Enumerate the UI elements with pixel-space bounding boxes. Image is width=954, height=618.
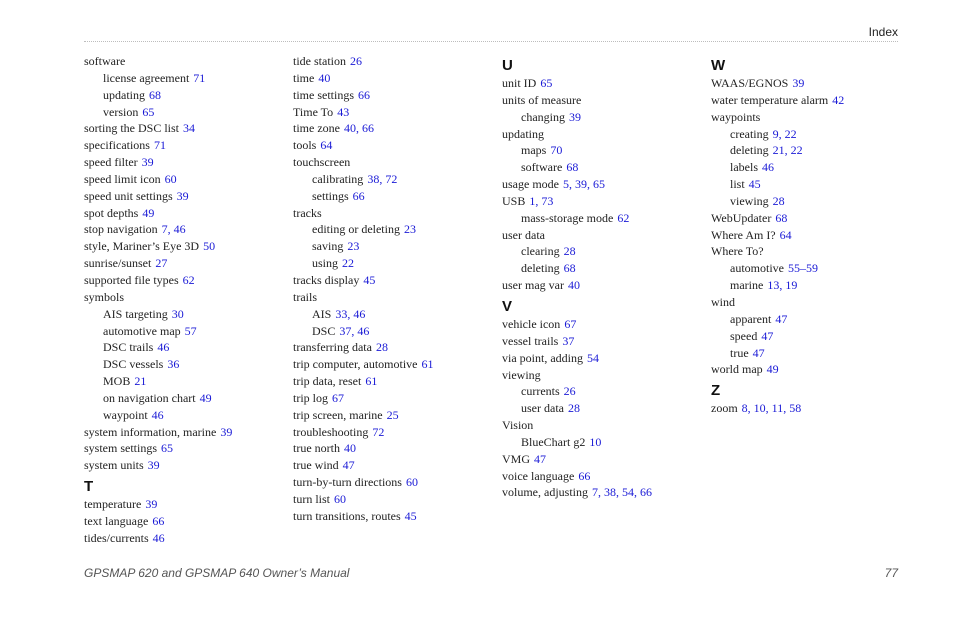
page-reference-link[interactable]: 27 xyxy=(155,256,168,271)
page-reference-link[interactable]: 68 xyxy=(563,261,576,276)
page-reference-link[interactable]: 49 xyxy=(766,362,779,377)
index-term: supported file types xyxy=(84,272,179,287)
index-subentry xyxy=(502,383,702,400)
page-reference-link[interactable]: 65 xyxy=(540,76,553,90)
page-reference-link[interactable]: 66 xyxy=(358,87,370,102)
page-reference-link[interactable]: 1, 73 xyxy=(529,193,554,208)
index-term: MOB xyxy=(103,374,131,389)
page-reference-link[interactable]: 64 xyxy=(320,138,333,153)
index-subentry xyxy=(293,188,493,205)
index-entry xyxy=(293,154,493,171)
page-reference-link[interactable]: 40 xyxy=(344,441,356,456)
index-entry xyxy=(502,193,702,210)
index-section-letter: W xyxy=(711,57,726,74)
page-reference-link[interactable]: 43 xyxy=(337,104,350,119)
page-reference-link[interactable]: 60 xyxy=(405,475,418,490)
index-term: tides/currents xyxy=(84,530,149,545)
page-reference-link[interactable]: 61 xyxy=(421,357,434,372)
index-term: speed xyxy=(730,328,758,343)
index-entry xyxy=(84,205,284,222)
index-term: world map xyxy=(711,362,763,377)
index-term: tide station xyxy=(293,54,346,68)
index-term: creating xyxy=(730,126,769,141)
index-term: usage mode xyxy=(502,177,559,192)
index-subentry xyxy=(293,238,493,255)
index-term: vessel trails xyxy=(502,333,559,348)
page-reference-link[interactable]: 36 xyxy=(167,357,180,372)
index-subentry xyxy=(502,159,702,176)
index-entry xyxy=(84,496,284,513)
index-term: touchscreen xyxy=(293,155,351,170)
index-term: sunrise/sunset xyxy=(84,256,152,271)
page-reference-link[interactable]: 28 xyxy=(772,193,785,208)
index-term: speed filter xyxy=(84,155,138,170)
page-reference-link[interactable]: 66 xyxy=(352,188,365,203)
page-reference-link[interactable]: 21 xyxy=(134,374,147,389)
index-column-2 xyxy=(293,53,493,525)
page-reference-link[interactable]: 28 xyxy=(563,244,576,259)
index-term: list xyxy=(730,177,745,192)
index-entry xyxy=(502,176,702,193)
index-entry xyxy=(711,294,911,311)
index-term: deleting xyxy=(521,261,560,276)
index-term: WAAS/EGNOS xyxy=(711,76,789,90)
index-entry xyxy=(293,440,493,457)
index-entry xyxy=(293,390,493,407)
index-entry xyxy=(84,188,284,205)
page-reference-link[interactable]: 67 xyxy=(332,390,344,405)
page-reference-link[interactable]: 60 xyxy=(334,491,347,506)
page-reference-link[interactable]: 39 xyxy=(147,458,160,473)
index-subentry xyxy=(502,243,702,260)
index-entry xyxy=(502,417,702,434)
index-entry xyxy=(502,227,702,244)
index-subentry xyxy=(502,434,702,451)
index-term: DSC vessels xyxy=(103,357,164,372)
page-reference-link[interactable]: 71 xyxy=(193,70,206,85)
index-term: using xyxy=(312,256,339,271)
index-entry xyxy=(711,227,911,244)
index-term: automotive map xyxy=(103,323,181,338)
running-header: Index xyxy=(868,25,898,39)
index-entry xyxy=(84,255,284,272)
page-reference-link[interactable]: 66 xyxy=(152,513,165,528)
index-term: marine xyxy=(730,278,764,293)
index-subentry xyxy=(711,193,911,210)
index-entry xyxy=(84,513,284,530)
index-term: software xyxy=(84,54,126,68)
index-term: AIS xyxy=(312,306,332,321)
index-subentry xyxy=(84,356,284,373)
index-entry xyxy=(84,120,284,137)
index-term: time zone xyxy=(293,121,340,136)
index-term: user mag var xyxy=(502,278,564,293)
index-term: true north xyxy=(293,441,340,456)
index-entry xyxy=(293,53,493,70)
page-reference-link[interactable]: 23 xyxy=(347,239,360,254)
page-reference-link[interactable]: 42 xyxy=(832,92,845,107)
page-reference-link[interactable]: 45 xyxy=(363,272,376,287)
index-subentry xyxy=(711,345,911,362)
index-section-letter: T xyxy=(84,478,94,496)
index-entry xyxy=(84,53,284,70)
page-reference-link[interactable]: 39 xyxy=(792,76,805,90)
index-term: trip screen, marine xyxy=(293,407,383,422)
index-term: Where To? xyxy=(711,244,764,259)
index-term: version xyxy=(103,104,139,119)
index-subentry xyxy=(502,142,702,159)
index-term: stop navigation xyxy=(84,222,158,237)
index-term: clearing xyxy=(521,244,560,259)
page-reference-link[interactable]: 68 xyxy=(149,87,161,102)
index-entry xyxy=(293,474,493,491)
index-entry xyxy=(293,70,493,87)
page-reference-link[interactable]: 47 xyxy=(761,328,774,343)
index-subentry xyxy=(711,260,911,277)
index-entry xyxy=(502,333,702,350)
index-term: software xyxy=(521,160,563,175)
index-term: VMG xyxy=(502,451,531,466)
page-reference-link[interactable]: 70 xyxy=(550,143,563,158)
page-reference-link[interactable]: 40 xyxy=(567,278,580,293)
index-term: currents xyxy=(521,384,560,399)
page-reference-link[interactable]: 7, 46 xyxy=(161,222,186,237)
index-term: BlueChart g2 xyxy=(521,434,586,449)
page-reference-link[interactable]: 28 xyxy=(567,401,580,416)
index-subentry xyxy=(84,407,284,424)
index-subentry xyxy=(711,311,911,328)
page-reference-link[interactable]: 62 xyxy=(182,272,195,287)
index-term: DSC xyxy=(312,323,336,338)
page-reference-link[interactable]: 65 xyxy=(161,441,174,456)
index-term: automotive xyxy=(730,261,784,276)
index-term: speed unit settings xyxy=(84,188,173,203)
page-reference-link[interactable]: 54 xyxy=(587,350,599,365)
index-subentry xyxy=(84,306,284,323)
index-term: system units xyxy=(84,458,144,473)
page-reference-link[interactable]: 40, 66 xyxy=(343,121,374,136)
page-reference-link[interactable]: 65 xyxy=(142,104,155,119)
index-entry xyxy=(293,104,493,121)
index-term: viewing xyxy=(502,367,541,382)
index-entry xyxy=(84,154,284,171)
page-reference-link[interactable]: 7, 38, 54, 66 xyxy=(592,485,652,500)
index-term: editing or deleting xyxy=(312,222,400,237)
index-column-1 xyxy=(84,53,284,547)
page-reference-link[interactable]: 5, 39, 65 xyxy=(562,177,605,192)
index-term: tools xyxy=(293,138,317,153)
index-term: settings xyxy=(312,188,349,203)
index-entry xyxy=(502,484,702,501)
index-section-letter: V xyxy=(502,297,513,315)
page-reference-link[interactable]: 55–59 xyxy=(788,261,818,276)
page-reference-link[interactable]: 57 xyxy=(184,323,197,338)
index-term: system information, marine xyxy=(84,424,217,439)
index-entry xyxy=(502,126,702,143)
index-term: voice language xyxy=(502,468,575,483)
page-reference-link[interactable]: 67 xyxy=(564,316,577,331)
page-reference-link[interactable]: 40 xyxy=(318,70,331,85)
index-term: turn transitions, routes xyxy=(293,508,401,523)
index-entry xyxy=(711,361,911,378)
page-reference-link[interactable]: 47 xyxy=(752,345,765,360)
index-term: waypoints xyxy=(711,109,761,124)
page-reference-link[interactable]: 46 xyxy=(157,340,170,355)
page-reference-link[interactable]: 62 xyxy=(617,210,630,225)
index-entry xyxy=(711,75,911,92)
page-reference-link[interactable]: 45 xyxy=(748,177,761,192)
index-term: trip log xyxy=(293,390,328,405)
index-term: license agreement xyxy=(103,70,190,85)
page-reference-link[interactable]: 46 xyxy=(152,530,165,545)
index-entry xyxy=(711,109,911,126)
page-reference-link[interactable]: 13, 19 xyxy=(767,278,798,293)
index-term: trails xyxy=(293,289,317,304)
page-reference-link[interactable]: 68 xyxy=(775,210,788,225)
index-subentry xyxy=(711,126,911,143)
page-reference-link[interactable]: 10 xyxy=(589,434,602,449)
index-term: apparent xyxy=(730,311,772,326)
index-column-4 xyxy=(711,53,911,417)
index-term: vehicle icon xyxy=(502,316,561,331)
index-entry xyxy=(502,277,702,294)
index-entry xyxy=(84,171,284,188)
index-subentry xyxy=(711,142,911,159)
index-subentry xyxy=(84,104,284,121)
index-subentry xyxy=(502,260,702,277)
index-term: spot depths xyxy=(84,205,139,220)
index-subentry xyxy=(84,339,284,356)
page-reference-link[interactable]: 66 xyxy=(578,468,591,483)
index-term: tracks display xyxy=(293,272,360,287)
index-entry xyxy=(711,400,911,417)
page-reference-link[interactable]: 49 xyxy=(142,205,155,220)
index-entry xyxy=(293,205,493,222)
index-section-letter: Z xyxy=(711,382,721,400)
page-reference-link[interactable]: 72 xyxy=(372,424,385,439)
index-term: on navigation chart xyxy=(103,390,196,405)
header-divider xyxy=(84,41,898,42)
page-reference-link[interactable]: 22 xyxy=(342,256,355,271)
index-subentry xyxy=(711,328,911,345)
page-reference-link[interactable]: 9, 22 xyxy=(772,126,797,141)
index-term: time settings xyxy=(293,87,354,102)
index-term: viewing xyxy=(730,193,769,208)
index-term: trip computer, automotive xyxy=(293,357,418,372)
index-entry xyxy=(84,272,284,289)
index-entry xyxy=(293,457,493,474)
page-reference-link[interactable]: 26 xyxy=(350,54,362,68)
index-entry xyxy=(293,339,493,356)
index-term: via point, adding xyxy=(502,350,583,365)
index-entry xyxy=(293,87,493,104)
index-entry xyxy=(84,238,284,255)
index-subentry xyxy=(293,171,493,188)
index-subentry xyxy=(293,323,493,340)
page-reference-link[interactable]: 23 xyxy=(403,222,416,237)
index-term: water temperature alarm xyxy=(711,92,829,107)
page-reference-link[interactable]: 34 xyxy=(183,121,196,136)
index-entry xyxy=(293,407,493,424)
page-reference-link[interactable]: 50 xyxy=(203,239,216,254)
index-term: troubleshooting xyxy=(293,424,369,439)
index-subentry xyxy=(293,306,493,323)
index-term: system settings xyxy=(84,441,158,456)
index-entry xyxy=(502,316,702,333)
index-term: updating xyxy=(103,87,145,102)
index-subentry xyxy=(293,221,493,238)
index-term: saving xyxy=(312,239,344,254)
index-term: text language xyxy=(84,513,149,528)
index-subentry xyxy=(84,373,284,390)
page-reference-link[interactable]: 46 xyxy=(151,407,164,422)
index-term: mass-storage mode xyxy=(521,210,614,225)
index-entry xyxy=(293,272,493,289)
index-term: trip data, reset xyxy=(293,374,362,389)
index-term: turn-by-turn directions xyxy=(293,475,402,490)
page-reference-link[interactable]: 38, 72 xyxy=(367,171,398,186)
index-entry xyxy=(84,289,284,306)
index-entry xyxy=(293,120,493,137)
index-term: specifications xyxy=(84,138,150,153)
index-entry xyxy=(84,440,284,457)
page-reference-link[interactable]: 47 xyxy=(342,458,355,473)
index-term: changing xyxy=(521,109,565,124)
index-entry xyxy=(293,289,493,306)
index-term: sorting the DSC list xyxy=(84,121,180,136)
index-term: zoom xyxy=(711,401,738,416)
index-term: labels xyxy=(730,160,758,175)
index-term: USB xyxy=(502,193,526,208)
index-term: units of measure xyxy=(502,92,582,107)
page-reference-link[interactable]: 21, 22 xyxy=(772,143,803,158)
index-entry xyxy=(502,367,702,384)
page-reference-link[interactable]: 45 xyxy=(404,508,417,523)
index-term: volume, adjusting xyxy=(502,485,588,500)
page-reference-link[interactable]: 39 xyxy=(141,155,154,170)
index-term: unit ID xyxy=(502,76,537,90)
page-reference-link[interactable]: 39 xyxy=(145,497,158,512)
index-subentry xyxy=(84,390,284,407)
page-reference-link[interactable]: 37 xyxy=(562,333,575,348)
index-entry xyxy=(293,424,493,441)
index-entry xyxy=(293,137,493,154)
page-reference-link[interactable]: 25 xyxy=(386,407,399,422)
index-entry xyxy=(293,491,493,508)
index-term: user data xyxy=(502,227,545,242)
index-entry xyxy=(502,92,702,109)
index-entry xyxy=(84,457,284,474)
index-section-letter: U xyxy=(502,57,513,74)
page-reference-link[interactable]: 46 xyxy=(762,160,774,175)
page-reference-link[interactable]: 71 xyxy=(153,138,166,153)
page-reference-link[interactable]: 26 xyxy=(563,384,576,399)
index-term: AIS targeting xyxy=(103,306,168,321)
index-column-3 xyxy=(502,53,702,501)
page-reference-link[interactable]: 39 xyxy=(176,188,189,203)
index-subentry xyxy=(84,70,284,87)
page-reference-link[interactable]: 47 xyxy=(775,311,788,326)
index-entry xyxy=(711,210,911,227)
page-reference-link[interactable]: 8, 10, 11, 58 xyxy=(741,401,802,416)
page-reference-link[interactable]: 30 xyxy=(171,306,184,321)
index-term: WebUpdater xyxy=(711,210,772,225)
index-term: speed limit icon xyxy=(84,171,161,186)
page-reference-link[interactable]: 61 xyxy=(365,374,378,389)
index-term: user data xyxy=(521,401,564,416)
index-term: transferring data xyxy=(293,340,372,355)
index-entry xyxy=(84,424,284,441)
index-term: updating xyxy=(502,126,544,141)
index-entry xyxy=(502,75,702,92)
index-term: style, Mariner’s Eye 3D xyxy=(84,239,200,254)
page-reference-link[interactable]: 64 xyxy=(779,227,792,242)
page-reference-link[interactable]: 60 xyxy=(164,171,177,186)
index-entry xyxy=(502,350,702,367)
index-entry xyxy=(711,243,911,260)
index-subentry xyxy=(711,176,911,193)
index-entry xyxy=(502,468,702,485)
index-entry xyxy=(293,356,493,373)
page-reference-link[interactable]: 37, 46 xyxy=(339,323,370,338)
index-term: true xyxy=(730,345,749,360)
index-subentry xyxy=(711,159,911,176)
index-subentry xyxy=(502,109,702,126)
index-term: temperature xyxy=(84,497,142,512)
index-term: tracks xyxy=(293,205,322,220)
index-term: deleting xyxy=(730,143,769,158)
index-term: wind xyxy=(711,294,735,309)
index-term: DSC trails xyxy=(103,340,154,355)
footer-manual-title: GPSMAP 620 and GPSMAP 640 Owner’s Manual xyxy=(84,566,350,580)
index-entry xyxy=(293,508,493,525)
index-subentry xyxy=(502,210,702,227)
index-term: symbols xyxy=(84,289,125,304)
index-entry xyxy=(502,451,702,468)
index-entry xyxy=(711,92,911,109)
index-subentry xyxy=(84,323,284,340)
index-term: turn list xyxy=(293,491,331,506)
index-term: calibrating xyxy=(312,171,364,186)
index-term: Time To xyxy=(293,104,334,119)
index-term: Where Am I? xyxy=(711,227,776,242)
page-reference-link[interactable]: 68 xyxy=(566,160,579,175)
index-term: Vision xyxy=(502,418,534,433)
index-term: true wind xyxy=(293,458,339,473)
page-reference-link[interactable]: 39 xyxy=(569,109,581,124)
index-term: waypoint xyxy=(103,407,148,422)
index-subentry xyxy=(502,400,702,417)
index-entry xyxy=(84,530,284,547)
index-subentry xyxy=(711,277,911,294)
index-term: maps xyxy=(521,143,547,158)
footer-page-number: 77 xyxy=(884,566,898,580)
index-subentry xyxy=(84,87,284,104)
page-reference-link[interactable]: 33, 46 xyxy=(335,306,366,321)
page-reference-link[interactable]: 28 xyxy=(375,340,388,355)
index-entry xyxy=(293,373,493,390)
index-entry xyxy=(84,137,284,154)
page-reference-link[interactable]: 49 xyxy=(199,390,212,405)
page-reference-link[interactable]: 39 xyxy=(220,424,233,439)
page-reference-link[interactable]: 47 xyxy=(534,451,547,466)
index-term: time xyxy=(293,70,315,85)
index-entry xyxy=(84,221,284,238)
index-subentry xyxy=(293,255,493,272)
